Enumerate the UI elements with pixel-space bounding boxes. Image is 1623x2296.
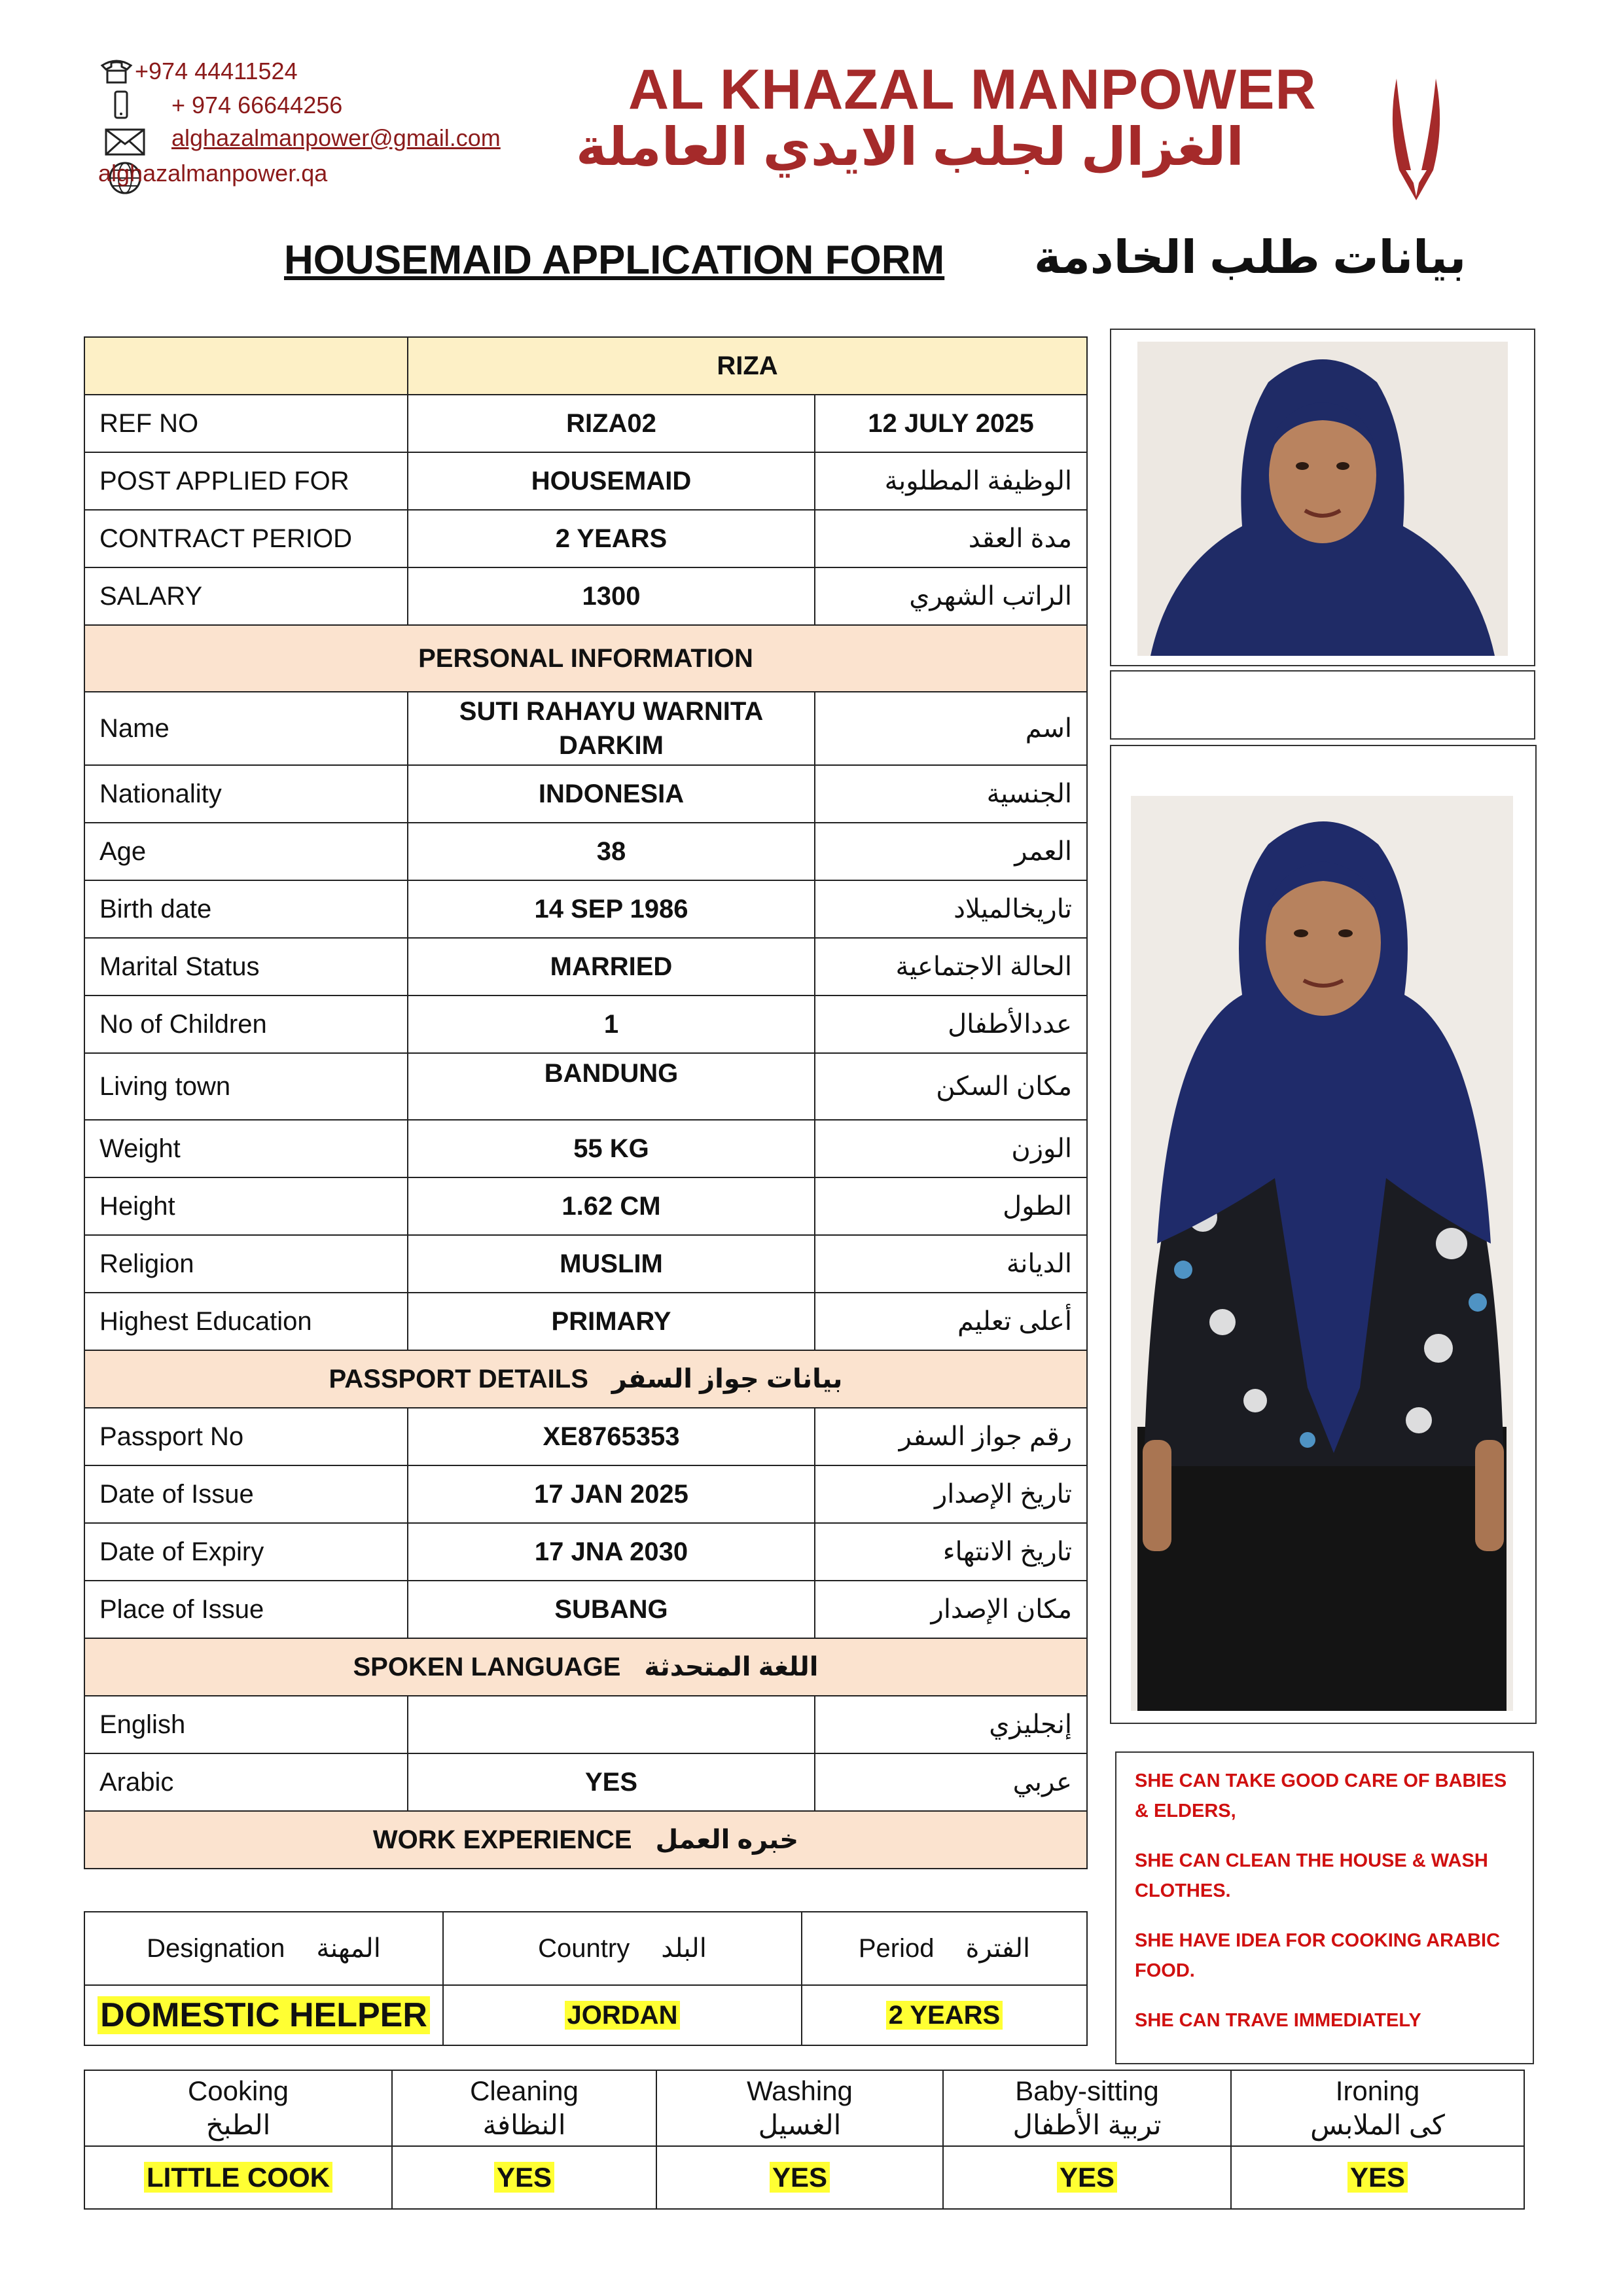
age-label: Age bbox=[84, 823, 408, 880]
skill-name-ar: الطبخ bbox=[205, 2109, 271, 2140]
weight-value: 55 KG bbox=[408, 1120, 815, 1177]
marital-label-ar: الحالة الاجتماعية bbox=[815, 938, 1087, 996]
personal-info-heading: PERSONAL INFORMATION bbox=[84, 625, 1087, 692]
place-issue-label: Place of Issue bbox=[84, 1581, 408, 1638]
period-col-label: Period bbox=[858, 1934, 935, 1963]
ironing-value: YES bbox=[1347, 2162, 1408, 2193]
religion-label: Religion bbox=[84, 1235, 408, 1293]
issue-date-value: 17 JAN 2025 bbox=[408, 1465, 815, 1523]
table-row bbox=[84, 510, 1087, 567]
education-label-ar: أعلى تعليم bbox=[815, 1293, 1087, 1350]
applicant-code: RIZA bbox=[408, 337, 1087, 395]
table-row bbox=[84, 567, 1087, 625]
babysitting-value: YES bbox=[1057, 2162, 1117, 2193]
mail-icon bbox=[105, 128, 145, 156]
designation-col-label: Designation bbox=[147, 1934, 285, 1963]
issue-date-label: Date of Issue bbox=[84, 1465, 408, 1523]
skill-name: Washing bbox=[747, 2075, 853, 2106]
weight-label-ar: الوزن bbox=[815, 1120, 1087, 1177]
living-town-label-ar: مكان السكن bbox=[815, 1053, 1087, 1120]
children-label-ar: عددالأطفال bbox=[815, 996, 1087, 1053]
form-title-ar: بيانات طلب الخادمة bbox=[1034, 232, 1467, 283]
experience-heading-ar: خبره العمل bbox=[655, 1825, 799, 1854]
nationality-label-ar: الجنسية bbox=[815, 765, 1087, 823]
skill-name-ar: الغسيل bbox=[758, 2109, 842, 2140]
name-label: Name bbox=[84, 692, 408, 765]
arabic-value: YES bbox=[408, 1753, 815, 1811]
salary-label: SALARY bbox=[84, 567, 408, 625]
full-body-photo bbox=[1111, 746, 1535, 1723]
living-town-label: Living town bbox=[84, 1053, 408, 1120]
passport-no-label-ar: رقم جواز السفر bbox=[815, 1408, 1087, 1465]
arabic-label: Arabic bbox=[84, 1753, 408, 1811]
experience-table bbox=[84, 1911, 1088, 2046]
experience-header-row bbox=[84, 1912, 1087, 1985]
weight-label: Weight bbox=[84, 1120, 408, 1177]
living-town-value: BANDUNG bbox=[408, 1053, 815, 1120]
table-row bbox=[84, 1523, 1087, 1581]
portrait-photo-frame bbox=[1110, 329, 1535, 666]
table-row bbox=[84, 996, 1087, 1053]
name-value: SUTI RAHAYU WARNITA DARKIM bbox=[408, 692, 815, 765]
note-item: SHE HAVE IDEA FOR COOKING ARABIC FOOD. bbox=[1135, 1930, 1501, 1981]
skill-washing bbox=[656, 2070, 943, 2146]
company-name-en: AL KHAZAL MANPOWER bbox=[628, 58, 1317, 121]
experience-row bbox=[84, 1985, 1087, 2045]
age-label-ar: العمر bbox=[815, 823, 1087, 880]
note-item: SHE CAN TAKE GOOD CARE OF BABIES & ELDERS, bbox=[1135, 1770, 1507, 1821]
table-row bbox=[84, 1177, 1087, 1235]
experience-heading bbox=[84, 1811, 1087, 1869]
passport-no-value: XE8765353 bbox=[408, 1408, 815, 1465]
ref-no-label: REF NO bbox=[84, 395, 408, 452]
expiry-date-label-ar: تاريخ الانتهاء bbox=[815, 1523, 1087, 1581]
skill-cleaning bbox=[392, 2070, 656, 2146]
skill-ironing bbox=[1231, 2070, 1524, 2146]
table-row bbox=[84, 1053, 1087, 1120]
section-header-row bbox=[84, 625, 1087, 692]
skills-header-row bbox=[84, 2070, 1524, 2146]
period-header bbox=[802, 1912, 1087, 1985]
washing-value: YES bbox=[770, 2162, 830, 2193]
place-issue-label-ar: مكان الإصدار bbox=[815, 1581, 1087, 1638]
skill-value-cell bbox=[943, 2146, 1231, 2209]
ref-date: 12 JULY 2025 bbox=[815, 395, 1087, 452]
birth-date-value: 14 SEP 1986 bbox=[408, 880, 815, 938]
blank-box bbox=[1110, 670, 1535, 740]
form-title: HOUSEMAID APPLICATION FORM bbox=[284, 238, 945, 283]
skills-value-row bbox=[84, 2146, 1524, 2209]
english-value bbox=[408, 1696, 815, 1753]
portrait-photo bbox=[1111, 330, 1534, 665]
country-col-label: Country bbox=[538, 1934, 630, 1963]
height-label-ar: الطول bbox=[815, 1177, 1087, 1235]
contract-label: CONTRACT PERIOD bbox=[84, 510, 408, 567]
skill-name: Baby-sitting bbox=[1015, 2075, 1159, 2106]
post-value: HOUSEMAID bbox=[408, 452, 815, 510]
education-value: PRIMARY bbox=[408, 1293, 815, 1350]
notes-box bbox=[1115, 1751, 1534, 2064]
marital-value: MARRIED bbox=[408, 938, 815, 996]
application-table bbox=[84, 336, 1088, 1869]
skill-value-cell bbox=[392, 2146, 656, 2209]
skill-name: Ironing bbox=[1335, 2075, 1420, 2106]
table-row bbox=[84, 823, 1087, 880]
passport-no-label: Passport No bbox=[84, 1408, 408, 1465]
full-body-photo-frame bbox=[1110, 745, 1537, 1724]
skills-table bbox=[84, 2070, 1525, 2210]
religion-value: MUSLIM bbox=[408, 1235, 815, 1293]
table-row bbox=[84, 1120, 1087, 1177]
expiry-date-label: Date of Expiry bbox=[84, 1523, 408, 1581]
phone-number[interactable]: +974 44411524 bbox=[135, 58, 298, 84]
nationality-value: INDONESIA bbox=[408, 765, 815, 823]
passport-heading-en: PASSPORT DETAILS bbox=[329, 1365, 588, 1393]
designation-header bbox=[84, 1912, 443, 1985]
skill-name-ar: کی الملابس bbox=[1310, 2109, 1445, 2140]
website-link[interactable]: alghazalmanpower.qa bbox=[98, 160, 328, 187]
cooking-value: LITTLE COOK bbox=[144, 2162, 332, 2193]
religion-label-ar: الديانة bbox=[815, 1235, 1087, 1293]
place-issue-value: SUBANG bbox=[408, 1581, 815, 1638]
skill-name-ar: النظافة bbox=[482, 2109, 566, 2140]
children-value: 1 bbox=[408, 996, 815, 1053]
issue-date-label-ar: تاريخ الإصدار bbox=[815, 1465, 1087, 1523]
cleaning-value: YES bbox=[494, 2162, 554, 2193]
table-row bbox=[84, 1293, 1087, 1350]
period-cell bbox=[802, 1985, 1087, 2045]
table-row bbox=[84, 452, 1087, 510]
mobile-icon bbox=[111, 90, 131, 120]
designation-value: DOMESTIC HELPER bbox=[98, 1996, 430, 2034]
table-row bbox=[84, 880, 1087, 938]
birth-date-label-ar: تاريخالميلاد bbox=[815, 880, 1087, 938]
skill-name-ar: تربية الأطفال bbox=[1012, 2109, 1162, 2140]
skill-name: Cleaning bbox=[470, 2075, 579, 2106]
period-value: 2 YEARS bbox=[886, 2001, 1003, 2030]
note-item: SHE CAN TRAVE IMMEDIATELY bbox=[1135, 2010, 1421, 2031]
code-blank-cell bbox=[84, 337, 408, 395]
skill-babysitting bbox=[943, 2070, 1231, 2146]
language-heading-ar: اللغة المتحدثة bbox=[644, 1653, 819, 1681]
name-label-ar: اسم bbox=[815, 692, 1087, 765]
language-heading bbox=[84, 1638, 1087, 1696]
height-label: Height bbox=[84, 1177, 408, 1235]
table-row bbox=[84, 938, 1087, 996]
height-value: 1.62 CM bbox=[408, 1177, 815, 1235]
salary-value: 1300 bbox=[408, 567, 815, 625]
table-row bbox=[84, 1581, 1087, 1638]
section-header-row bbox=[84, 1811, 1087, 1869]
experience-heading-en: WORK EXPERIENCE bbox=[372, 1825, 632, 1854]
country-col-label-ar: البلد bbox=[661, 1934, 707, 1963]
education-label: Highest Education bbox=[84, 1293, 408, 1350]
section-header-row bbox=[84, 1638, 1087, 1696]
ref-no-value: RIZA02 bbox=[408, 395, 815, 452]
phone-icon bbox=[98, 56, 135, 85]
designation-col-label-ar: المهنة bbox=[316, 1934, 381, 1963]
gazelle-logo-icon bbox=[1377, 72, 1455, 203]
table-row bbox=[84, 692, 1087, 765]
table-row bbox=[84, 1408, 1087, 1465]
birth-date-label: Birth date bbox=[84, 880, 408, 938]
table-row bbox=[84, 395, 1087, 452]
arabic-label-ar: عربي bbox=[815, 1753, 1087, 1811]
country-cell bbox=[443, 1985, 802, 2045]
country-header bbox=[443, 1912, 802, 1985]
english-label-ar: إنجليزي bbox=[815, 1696, 1087, 1753]
skill-cooking bbox=[84, 2070, 392, 2146]
skill-value-cell bbox=[1231, 2146, 1524, 2209]
section-header-row bbox=[84, 1350, 1087, 1408]
country-value: JORDAN bbox=[565, 2001, 681, 2030]
skill-value-cell bbox=[656, 2146, 943, 2209]
contract-value: 2 YEARS bbox=[408, 510, 815, 567]
designation-cell bbox=[84, 1985, 443, 2045]
english-label: English bbox=[84, 1696, 408, 1753]
table-row bbox=[84, 1465, 1087, 1523]
skill-name: Cooking bbox=[187, 2075, 289, 2106]
skill-value-cell bbox=[84, 2146, 392, 2209]
period-col-label-ar: الفترة bbox=[965, 1934, 1031, 1963]
expiry-date-value: 17 JNA 2030 bbox=[408, 1523, 815, 1581]
post-label-ar: الوظيفة المطلوبة bbox=[815, 452, 1087, 510]
passport-heading bbox=[84, 1350, 1087, 1408]
mobile-number[interactable]: + 974 66644256 bbox=[171, 92, 343, 118]
table-row bbox=[84, 1696, 1087, 1753]
company-name-ar: الغزال لجلب الايدي العاملة bbox=[576, 118, 1244, 176]
table-row bbox=[84, 1235, 1087, 1293]
note-item: SHE CAN CLEAN THE HOUSE & WASH CLOTHES. bbox=[1135, 1850, 1488, 1901]
language-heading-en: SPOKEN LANGUAGE bbox=[353, 1653, 621, 1681]
code-row bbox=[84, 337, 1087, 395]
table-row bbox=[84, 765, 1087, 823]
age-value: 38 bbox=[408, 823, 815, 880]
salary-label-ar: الراتب الشهري bbox=[815, 567, 1087, 625]
nationality-label: Nationality bbox=[84, 765, 408, 823]
children-label: No of Children bbox=[84, 996, 408, 1053]
contract-label-ar: مدة العقد bbox=[815, 510, 1087, 567]
passport-heading-ar: بيانات جواز السفر bbox=[611, 1365, 843, 1393]
table-row bbox=[84, 1753, 1087, 1811]
email-link[interactable]: alghazalmanpower@gmail.com bbox=[171, 124, 501, 151]
marital-label: Marital Status bbox=[84, 938, 408, 996]
post-label: POST APPLIED FOR bbox=[84, 452, 408, 510]
